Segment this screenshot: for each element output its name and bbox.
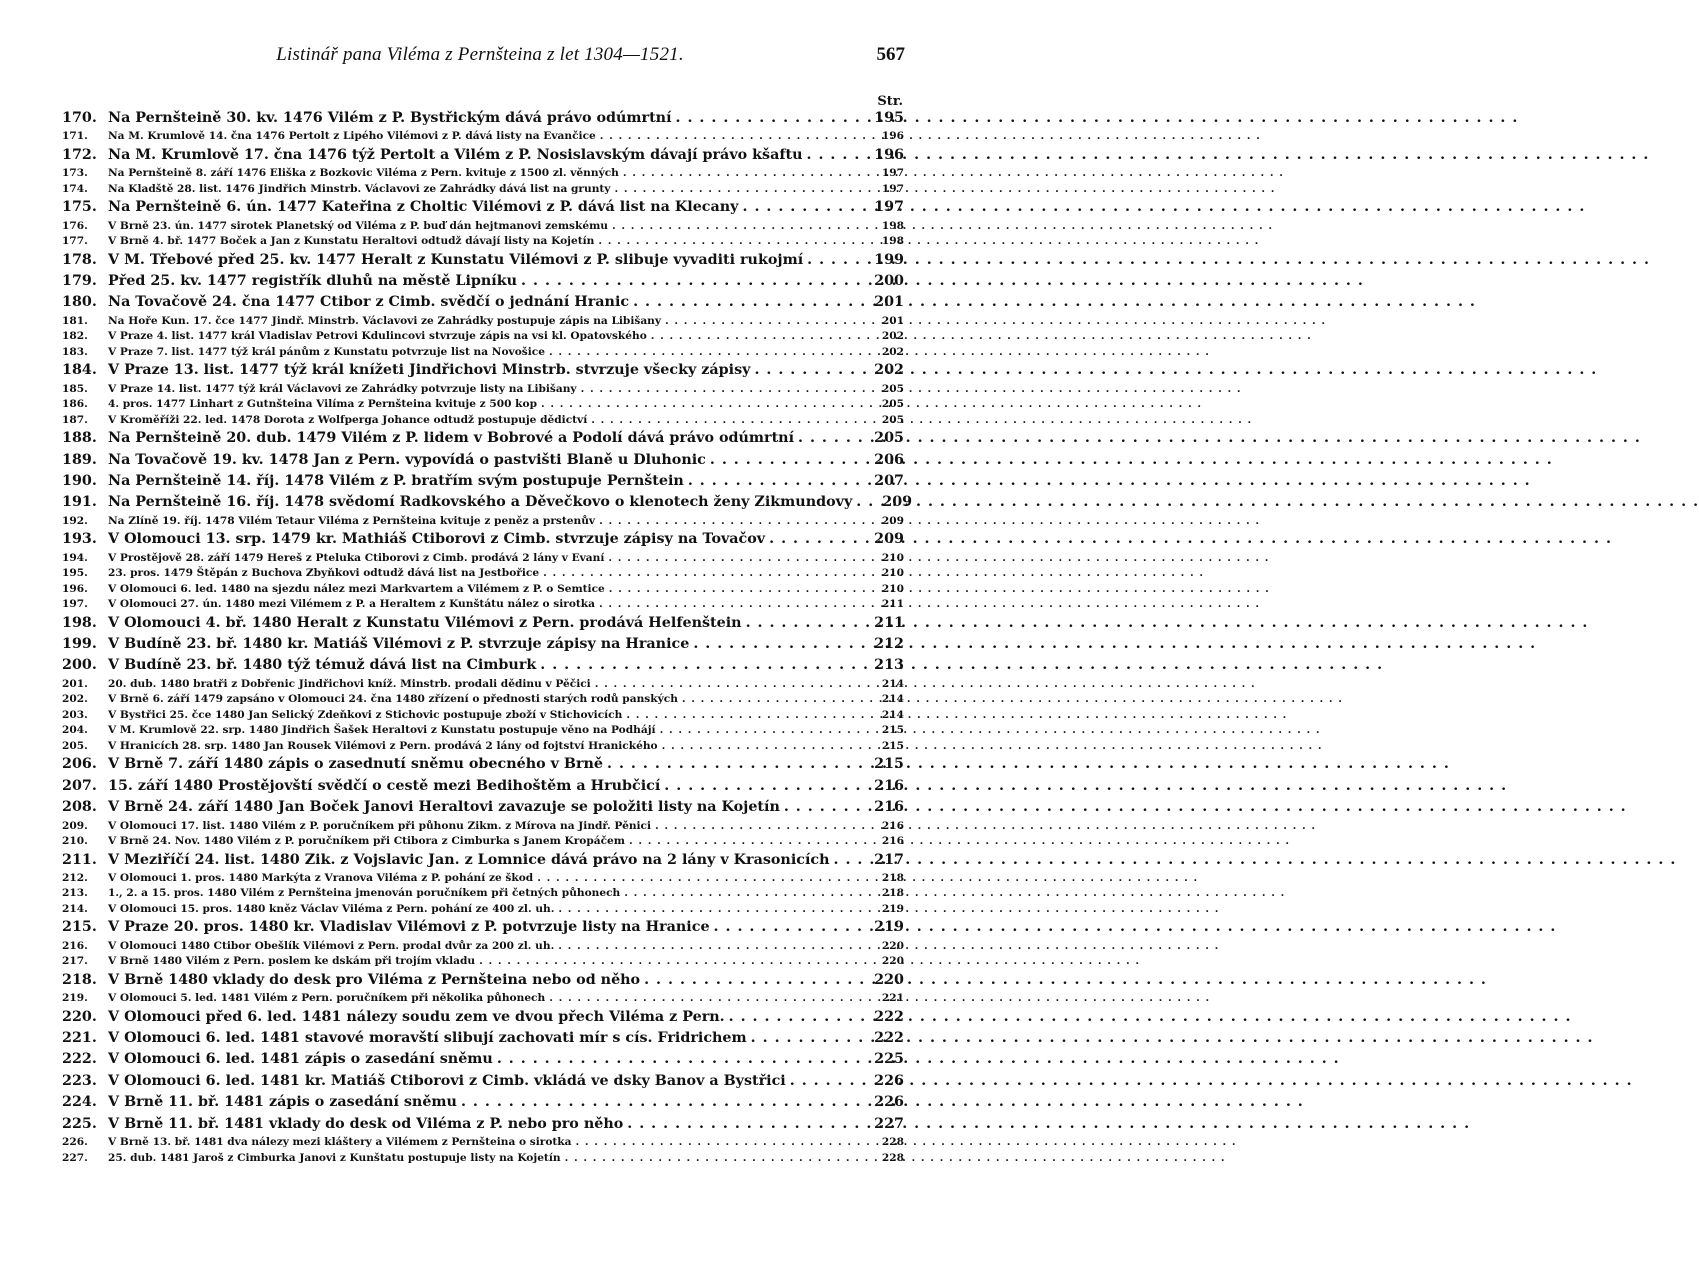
list-item	[62, 271, 904, 292]
dot-leader	[660, 723, 870, 739]
list-item	[62, 492, 913, 513]
list-item	[62, 886, 904, 902]
list-item	[62, 292, 904, 313]
entry-text: Na M. Krumlově 14. čna 1476 Pertolt z Lipého Vilémovi z P. dává listy na Evančice	[108, 130, 596, 143]
entry-number: 195.	[62, 567, 88, 580]
entry-text: V Brně 4. bř. 1477 Boček a Jan z Kunstatu Heraltovi odtudž dávají listy na Kojetín	[108, 235, 595, 248]
entry-number: 199.	[62, 636, 97, 653]
entry-page: 209	[874, 531, 904, 548]
entry-page: 202	[874, 362, 904, 379]
list-item	[62, 1114, 904, 1135]
entry-number: 173.	[62, 167, 88, 180]
list-item	[62, 345, 904, 361]
dot-leader	[769, 529, 868, 550]
dot-leader	[537, 871, 870, 887]
dot-leader	[607, 754, 868, 775]
entry-page: 210	[881, 582, 904, 595]
entry-text: 4. pros. 1477 Linhart z Gutnšteina Vilíma z Pernšteina kvituje z 500 kop	[108, 398, 537, 411]
entry-number: 219.	[62, 992, 88, 1005]
entry-number: 194.	[62, 551, 88, 564]
list-item	[62, 1151, 904, 1167]
entry-page: 201	[874, 294, 904, 311]
entry-number: 207.	[62, 777, 97, 794]
page-number: 567	[876, 44, 905, 65]
entry-page: 202	[881, 330, 904, 343]
dot-leader	[751, 1028, 869, 1049]
entry-text: Na Kladště 28. list. 1476 Jindřich Minstrb. Václavovi ze Zahrádky dává list na grunty	[108, 182, 611, 195]
entry-text: V Brně 13. bř. 1481 dva nálezy mezi kláštery a Vilémem z Pernšteina o sirotka	[108, 1136, 572, 1149]
entry-page: 210	[881, 567, 904, 580]
entry-number: 174.	[62, 182, 88, 195]
entry-page: 216	[874, 777, 904, 794]
list-item	[62, 991, 904, 1007]
entry-number: 196.	[62, 582, 88, 595]
dot-leader	[558, 939, 870, 955]
dot-leader	[543, 566, 870, 582]
dot-leader	[591, 413, 870, 429]
entry-page: 211	[874, 614, 904, 631]
dot-leader	[729, 1007, 869, 1028]
list-item	[62, 145, 904, 166]
entry-page: 217	[874, 851, 904, 868]
list-item	[62, 1071, 904, 1092]
entry-page: 220	[881, 939, 904, 952]
entry-page: 197	[881, 182, 904, 195]
entry-text: V Olomouci 15. pros. 1480 kněz Václav Viléma z Pern. pohání ze 400 zl. uh.	[108, 902, 555, 915]
dot-leader	[549, 991, 870, 1007]
entry-number: 177.	[62, 235, 88, 248]
entry-page: 214	[881, 708, 904, 721]
entry-number: 184.	[62, 362, 97, 379]
entry-page: 215	[881, 739, 904, 752]
entry-number: 204.	[62, 724, 88, 737]
dot-leader	[665, 314, 870, 330]
dot-leader	[627, 1114, 868, 1135]
dot-leader	[790, 1071, 868, 1092]
entry-page: 219	[874, 919, 904, 936]
dot-leader	[856, 492, 876, 513]
running-title: Listinář pana Viléma z Pernšteina z let 1304—1521.	[276, 44, 684, 65]
entry-number: 215.	[62, 919, 97, 936]
entry-text: V Prostějově 28. září 1479 Hereš z Pteluka Ctiborovi z Cimb. prodává 2 lány v Evaní	[108, 551, 605, 564]
entry-page: 227	[874, 1115, 904, 1132]
dot-leader	[633, 292, 868, 313]
entry-page: 198	[881, 235, 904, 248]
list-item	[62, 871, 904, 887]
entry-page: 216	[881, 835, 904, 848]
list-item	[62, 708, 904, 724]
entry-page: 202	[881, 345, 904, 358]
entry-text: V Meziříčí 24. list. 1480 Zik. z Vojslavic Jan. z Lomnice dává právo na 2 lány v Krasonicích	[108, 851, 830, 868]
dot-leader	[754, 360, 868, 381]
entry-number: 176.	[62, 219, 88, 232]
entry-text: V Brně 11. bř. 1481 vklady do desk od Viléma z P. nebo pro něho	[108, 1115, 624, 1132]
entry-page: 211	[881, 598, 904, 611]
entry-number: 187.	[62, 413, 88, 426]
entry-number: 183.	[62, 345, 88, 358]
entry-text: V M. Krumlově 22. srp. 1480 Jindřich Šašek Heraltovi z Kunstatu postupuje věno na Podhájí	[108, 724, 656, 737]
entry-number: 201.	[62, 677, 88, 690]
entry-text: V Brně 7. září 1480 zápis o zasednutí sněmu obecného v Brně	[108, 756, 603, 773]
dot-leader	[541, 397, 870, 413]
entry-page: 222	[874, 1008, 904, 1025]
entry-number: 179.	[62, 273, 97, 290]
entry-page: 196	[881, 130, 904, 143]
entry-page: 205	[881, 382, 904, 395]
entry-page: 199	[874, 251, 904, 268]
dot-leader	[688, 471, 868, 492]
entry-number: 185.	[62, 382, 88, 395]
dot-leader	[662, 739, 870, 755]
entry-number: 189.	[62, 451, 97, 468]
entry-number: 181.	[62, 314, 88, 327]
entry-number: 170.	[62, 110, 97, 126]
dot-leader	[624, 886, 870, 902]
entry-page: 210	[881, 551, 904, 564]
entry-number: 212.	[62, 871, 88, 884]
entry-page: 226	[874, 1072, 904, 1089]
entry-number: 224.	[62, 1094, 97, 1111]
entry-page: 197	[881, 167, 904, 180]
list-item	[62, 129, 904, 145]
entry-text: V Praze 7. list. 1477 týž král pánům z Kunstatu potvrzuje list na Novošice	[108, 345, 545, 358]
entry-text: V Olomouci 6. led. 1481 kr. Matiáš Ctiborovi z Cimb. vkládá ve dsky Banov a Bystřici	[108, 1072, 786, 1089]
dot-leader	[599, 514, 870, 530]
entry-page: 206	[874, 451, 904, 468]
dot-leader	[565, 1151, 870, 1167]
entry-text: V Olomouci 1. pros. 1480 Markýta z Vranova Viléma z P. pohání ze škod	[108, 871, 534, 884]
entry-text: V Brně 1480 Vilém z Pern. poslem ke dskám při trojím vkladu	[108, 955, 476, 968]
entry-page: 212	[874, 636, 904, 653]
entry-text: V Brně 24. září 1480 Jan Boček Janovi Heraltovi zavazuje se položiti listy na Kojetín	[108, 799, 780, 816]
page-header	[0, 44, 960, 74]
entry-text: V Budíně 23. bř. 1480 týž témuž dává list na Cimburk	[108, 657, 537, 674]
dot-leader	[626, 708, 870, 724]
list-item	[62, 677, 904, 693]
list-item	[62, 197, 904, 218]
entry-text: V Olomouci 1480 Ctibor Obešlík Vilémovi z Pern. prodal dvůr za 200 zl. uh.	[108, 939, 555, 952]
list-item	[62, 428, 904, 449]
dot-leader	[608, 551, 870, 567]
list-item	[62, 939, 904, 955]
list-item	[62, 834, 904, 850]
list-item	[62, 529, 904, 550]
entry-page: 207	[874, 473, 904, 490]
entry-page: 216	[881, 819, 904, 832]
entry-text: Na Pernšteině 8. září 1476 Eliška z Bozkovic Viléma z Pern. kvituje z 1500 zl. věnných	[108, 167, 619, 180]
dot-leader	[629, 834, 870, 850]
dot-leader	[599, 597, 870, 613]
entry-text: V Olomouci 17. list. 1480 Vilém z P. poručníkem při půhonu Zikm. z Mírova na Jindř. Pěnici	[108, 819, 652, 832]
list-item	[62, 582, 904, 598]
list-item	[62, 1049, 904, 1070]
list-item	[62, 954, 904, 970]
list-item	[62, 382, 904, 398]
dot-leader	[742, 197, 868, 218]
entry-page: 214	[881, 677, 904, 690]
list-item	[62, 108, 904, 129]
entry-text: V Olomouci 27. ún. 1480 mezi Vilémem z P. a Heraltem z Kunštátu nález o sirotka	[108, 598, 595, 611]
dot-leader	[623, 166, 870, 182]
entry-text: V Olomouci 5. led. 1481 Vilém z Pern. poručníkem při několika půhonech	[108, 992, 546, 1005]
entry-text: V Olomouci před 6. led. 1481 nálezy soudu zem ve dvou přech Viléma z Pern.	[108, 1008, 725, 1025]
list-item	[62, 850, 904, 871]
entry-number: 172.	[62, 146, 97, 163]
entry-page: 213	[874, 657, 904, 674]
entry-text: Na Pernšteině 6. ún. 1477 Kateřina z Choltic Vilémovi z P. dává list na Klecany	[108, 199, 739, 216]
entry-text: 20. dub. 1480 bratři z Dobřenic Jindřichovi kníž. Minstrb. prodali dědinu v Pěčici	[108, 677, 591, 690]
entry-text: V Hranicích 28. srp. 1480 Jan Rousek Vilémovi z Pern. prodává 2 lány od fojtství Hranického	[108, 739, 658, 752]
entry-page: 225	[874, 1051, 904, 1068]
dot-leader	[710, 450, 868, 471]
list-item	[62, 1135, 904, 1151]
entry-number: 192.	[62, 514, 88, 527]
dot-leader	[549, 345, 870, 361]
list-item	[62, 182, 904, 198]
entry-page: 205	[881, 413, 904, 426]
list-item	[62, 754, 904, 775]
entry-text: V Olomouci 13. srp. 1479 kr. Mathiáš Ctiborovi z Cimb. stvrzuje zápisy na Tovačov	[108, 531, 766, 548]
table-of-contents	[62, 108, 913, 1166]
list-item	[62, 819, 904, 835]
entry-page: 205	[874, 430, 904, 447]
entry-page: 216	[874, 799, 904, 816]
list-item	[62, 634, 904, 655]
list-item	[62, 450, 904, 471]
entry-number: 200.	[62, 657, 97, 674]
entry-number: 218.	[62, 971, 97, 988]
dot-leader	[614, 182, 870, 198]
entry-number: 171.	[62, 130, 88, 143]
entry-number: 209.	[62, 819, 88, 832]
entry-page: 198	[881, 219, 904, 232]
entry-page: 221	[881, 992, 904, 1005]
entry-number: 190.	[62, 473, 97, 490]
entry-page: 228	[881, 1136, 904, 1149]
entry-number: 227.	[62, 1151, 88, 1164]
list-item	[62, 597, 904, 613]
entry-page: 196	[874, 146, 904, 163]
entry-number: 186.	[62, 398, 88, 411]
entry-page: 214	[881, 693, 904, 706]
list-item	[62, 1007, 904, 1028]
entry-text: Na Zlíně 19. říj. 1478 Vilém Tetaur Viléma z Pernšteina kvituje z peněz a prstenův	[108, 514, 596, 527]
entry-number: 211.	[62, 851, 97, 868]
dot-leader	[644, 970, 868, 991]
list-item	[62, 250, 904, 271]
list-item	[62, 551, 904, 567]
entry-page: 209	[882, 494, 913, 511]
dot-leader	[746, 613, 869, 634]
entry-number: 216.	[62, 939, 88, 952]
entry-text: Na Pernšteině 14. říj. 1478 Vilém z P. bratřím svým postupuje Pernštein	[108, 473, 684, 490]
dot-leader	[714, 917, 869, 938]
entry-text: V Brně 11. bř. 1481 zápis o zasedání sněmu	[108, 1094, 457, 1111]
entry-text: V Brně 6. září 1479 zapsáno v Olomouci 24. čna 1480 zřízení o přednosti starých rodů panských	[108, 693, 678, 706]
entry-number: 214.	[62, 902, 88, 915]
list-item	[62, 471, 904, 492]
entry-number: 213.	[62, 887, 88, 900]
entry-number: 226.	[62, 1136, 88, 1149]
entry-text: Na Pernšteině 20. dub. 1479 Vilém z P. lidem v Bobrové a Podolí dává právo odúmrtní	[108, 430, 795, 447]
entry-number: 217.	[62, 955, 88, 968]
entry-text: Na M. Krumlově 17. čna 1476 týž Pertolt a Vilém z P. Nosislavským dávají právo kšaftu	[108, 146, 803, 163]
dot-leader	[598, 234, 870, 250]
entry-page: 201	[881, 314, 904, 327]
dot-leader	[693, 634, 868, 655]
list-item	[62, 655, 904, 676]
dot-leader	[540, 655, 868, 676]
entry-text: 1., 2. a 15. pros. 1480 Vilém z Pernšteina jmenován poručníkem při četných půhonech	[108, 887, 621, 900]
entry-number: 225.	[62, 1115, 97, 1132]
dot-leader	[595, 677, 870, 693]
entry-number: 175.	[62, 199, 97, 216]
entry-text: 25. dub. 1481 Jaroš z Cimburka Janovi z Kunštatu postupuje listy na Kojetín	[108, 1151, 561, 1164]
list-item	[62, 902, 904, 918]
dot-leader	[497, 1049, 868, 1070]
entry-page: 197	[874, 199, 904, 216]
dot-leader	[798, 428, 868, 449]
list-item	[62, 566, 904, 582]
entry-number: 193.	[62, 531, 97, 548]
dot-leader	[558, 902, 870, 918]
dot-leader	[461, 1092, 868, 1113]
list-item	[62, 397, 904, 413]
entry-text: Na Tovačově 19. kv. 1478 Jan z Pern. vypovídá o pastvišti Blaně u Dluhonic	[108, 451, 706, 468]
dot-leader	[612, 219, 870, 235]
entry-number: 223.	[62, 1072, 97, 1089]
list-item	[62, 1092, 904, 1113]
dot-leader	[581, 382, 870, 398]
entry-text: Na Hoře Kun. 17. čce 1477 Jindř. Minstrb. Václavovi ze Zahrádky postupuje zápis na Libišany	[108, 314, 662, 327]
list-item	[62, 1028, 904, 1049]
entry-text: Na Pernšteině 16. říj. 1478 svědomí Radkovského a Děvečkovo o klenotech ženy Zikmundovy	[108, 494, 853, 511]
list-item	[62, 413, 904, 429]
entry-page: 200	[874, 273, 904, 290]
entry-page: 220	[881, 955, 904, 968]
entry-page: 215	[881, 724, 904, 737]
entry-number: 178.	[62, 251, 97, 268]
list-item	[62, 970, 904, 991]
list-item	[62, 314, 904, 330]
entry-text: V Olomouci 4. bř. 1480 Heralt z Kunstatu Vilémovi z Pern. prodává Helfenštein	[108, 614, 742, 631]
entry-text: Před 25. kv. 1477 registřík dluhů na městě Lipníku	[108, 273, 518, 290]
entry-text: V Brně 24. Nov. 1480 Vilém z P. poručníkem při Ctibora z Cimburka s Janem Kropáčem	[108, 835, 626, 848]
dot-leader	[651, 329, 870, 345]
entry-page: 228	[881, 1151, 904, 1164]
entry-number: 180.	[62, 294, 97, 311]
entry-page: 205	[881, 398, 904, 411]
entry-number: 182.	[62, 330, 88, 343]
dot-leader	[521, 271, 868, 292]
entry-page: 195	[874, 110, 904, 126]
dot-leader	[682, 692, 870, 708]
entry-number: 210.	[62, 835, 88, 848]
entry-text: V Praze 4. list. 1477 král Vladislav Petrovi Kdulincovi stvrzuje zápis na vsi kl. Opatovského	[108, 330, 647, 343]
entry-page: 222	[874, 1030, 904, 1047]
list-item	[62, 739, 904, 755]
entry-text: Na Tovačově 24. čna 1477 Ctibor z Cimb. svědčí o jednání Hranic	[108, 294, 630, 311]
entry-text: V M. Třebové před 25. kv. 1477 Heralt z Kunstatu Vilémovi z P. slibuje vyvaditi rukojmí	[108, 251, 804, 268]
list-item	[62, 329, 904, 345]
entry-page: 219	[881, 902, 904, 915]
entry-page: 215	[874, 756, 904, 773]
entry-number: 206.	[62, 756, 97, 773]
dot-leader	[609, 582, 870, 598]
entry-text: V Praze 13. list. 1477 týž král knížeti Jindřichovi Minstrb. stvrzuje všecky zápisy	[108, 362, 751, 379]
entry-page: 218	[881, 887, 904, 900]
page-column-label: Str.	[877, 94, 903, 109]
list-item	[62, 692, 904, 708]
entry-page: 209	[881, 514, 904, 527]
entry-number: 208.	[62, 799, 97, 816]
entry-page: 218	[881, 871, 904, 884]
dot-leader	[576, 1135, 871, 1151]
entry-text: 15. září 1480 Prostějovští svědčí o cestě mezi Bedihoštěm a Hrubčicí	[108, 777, 661, 794]
entry-number: 220.	[62, 1008, 97, 1025]
list-item	[62, 360, 904, 381]
entry-text: Na Pernšteině 30. kv. 1476 Vilém z P. Bystřickým dává právo odúmrtní	[108, 110, 672, 126]
dot-leader	[807, 250, 868, 271]
entry-page: 226	[874, 1094, 904, 1111]
entry-page: 220	[874, 971, 904, 988]
entry-text: 23. pros. 1479 Štěpán z Buchova Zbyňkovi odtudž dává list na Jestbořice	[108, 567, 540, 580]
entry-text: V Brně 1480 vklady do desk pro Viléma z Pernšteina nebo od něho	[108, 971, 641, 988]
entry-text: V Budíně 23. bř. 1480 kr. Matiáš Vilémovi z P. stvrzuje zápisy na Hranice	[108, 636, 690, 653]
dot-leader	[600, 129, 870, 145]
list-item	[62, 234, 904, 250]
dot-leader	[655, 819, 870, 835]
entry-text: V Olomouci 6. led. 1481 zápis o zasedání sněmu	[108, 1051, 493, 1068]
list-item	[62, 166, 904, 182]
dot-leader	[834, 850, 869, 871]
entry-text: V Brně 23. ún. 1477 sirotek Planetský od Viléma z P. buď dán hejtmanovi zemskému	[108, 219, 608, 232]
entry-text: V Olomouci 6. led. 1480 na sjezdu nález mezi Markvartem a Vilémem z P. o Semtice	[108, 582, 605, 595]
entry-text: V Kroměříži 22. led. 1478 Dorota z Wolfperga Johance odtudž postupuje dědictví	[108, 413, 588, 426]
entry-text: V Bystřici 25. čce 1480 Jan Selický Zdeňkovi z Stichovic postupuje zboží v Stichovicích	[108, 708, 623, 721]
entry-number: 198.	[62, 614, 97, 631]
list-item	[62, 219, 904, 235]
entry-text: V Praze 14. list. 1477 týž král Václavovi ze Zahrádky potvrzuje listy na Libišany	[108, 382, 577, 395]
dot-leader	[807, 145, 869, 166]
entry-number: 197.	[62, 598, 88, 611]
dot-leader	[784, 797, 868, 818]
list-item	[62, 723, 904, 739]
entry-number: 221.	[62, 1030, 97, 1047]
list-item	[62, 797, 904, 818]
entry-text: V Olomouci 6. led. 1481 stavové moravští slibují zachovati mír s cís. Fridrichem	[108, 1030, 747, 1047]
entry-number: 202.	[62, 693, 88, 706]
entry-text: V Praze 20. pros. 1480 kr. Vladislav Vilémovi z P. potvrzuje listy na Hranice	[108, 919, 710, 936]
list-item	[62, 613, 904, 634]
dot-leader	[676, 108, 869, 129]
entry-number: 203.	[62, 708, 88, 721]
list-item	[62, 514, 904, 530]
entry-number: 222.	[62, 1051, 97, 1068]
list-item	[62, 917, 904, 938]
dot-leader	[479, 954, 870, 970]
entry-number: 191.	[62, 494, 97, 511]
entry-number: 188.	[62, 430, 97, 447]
entry-number: 205.	[62, 739, 88, 752]
dot-leader	[664, 776, 868, 797]
list-item	[62, 776, 904, 797]
